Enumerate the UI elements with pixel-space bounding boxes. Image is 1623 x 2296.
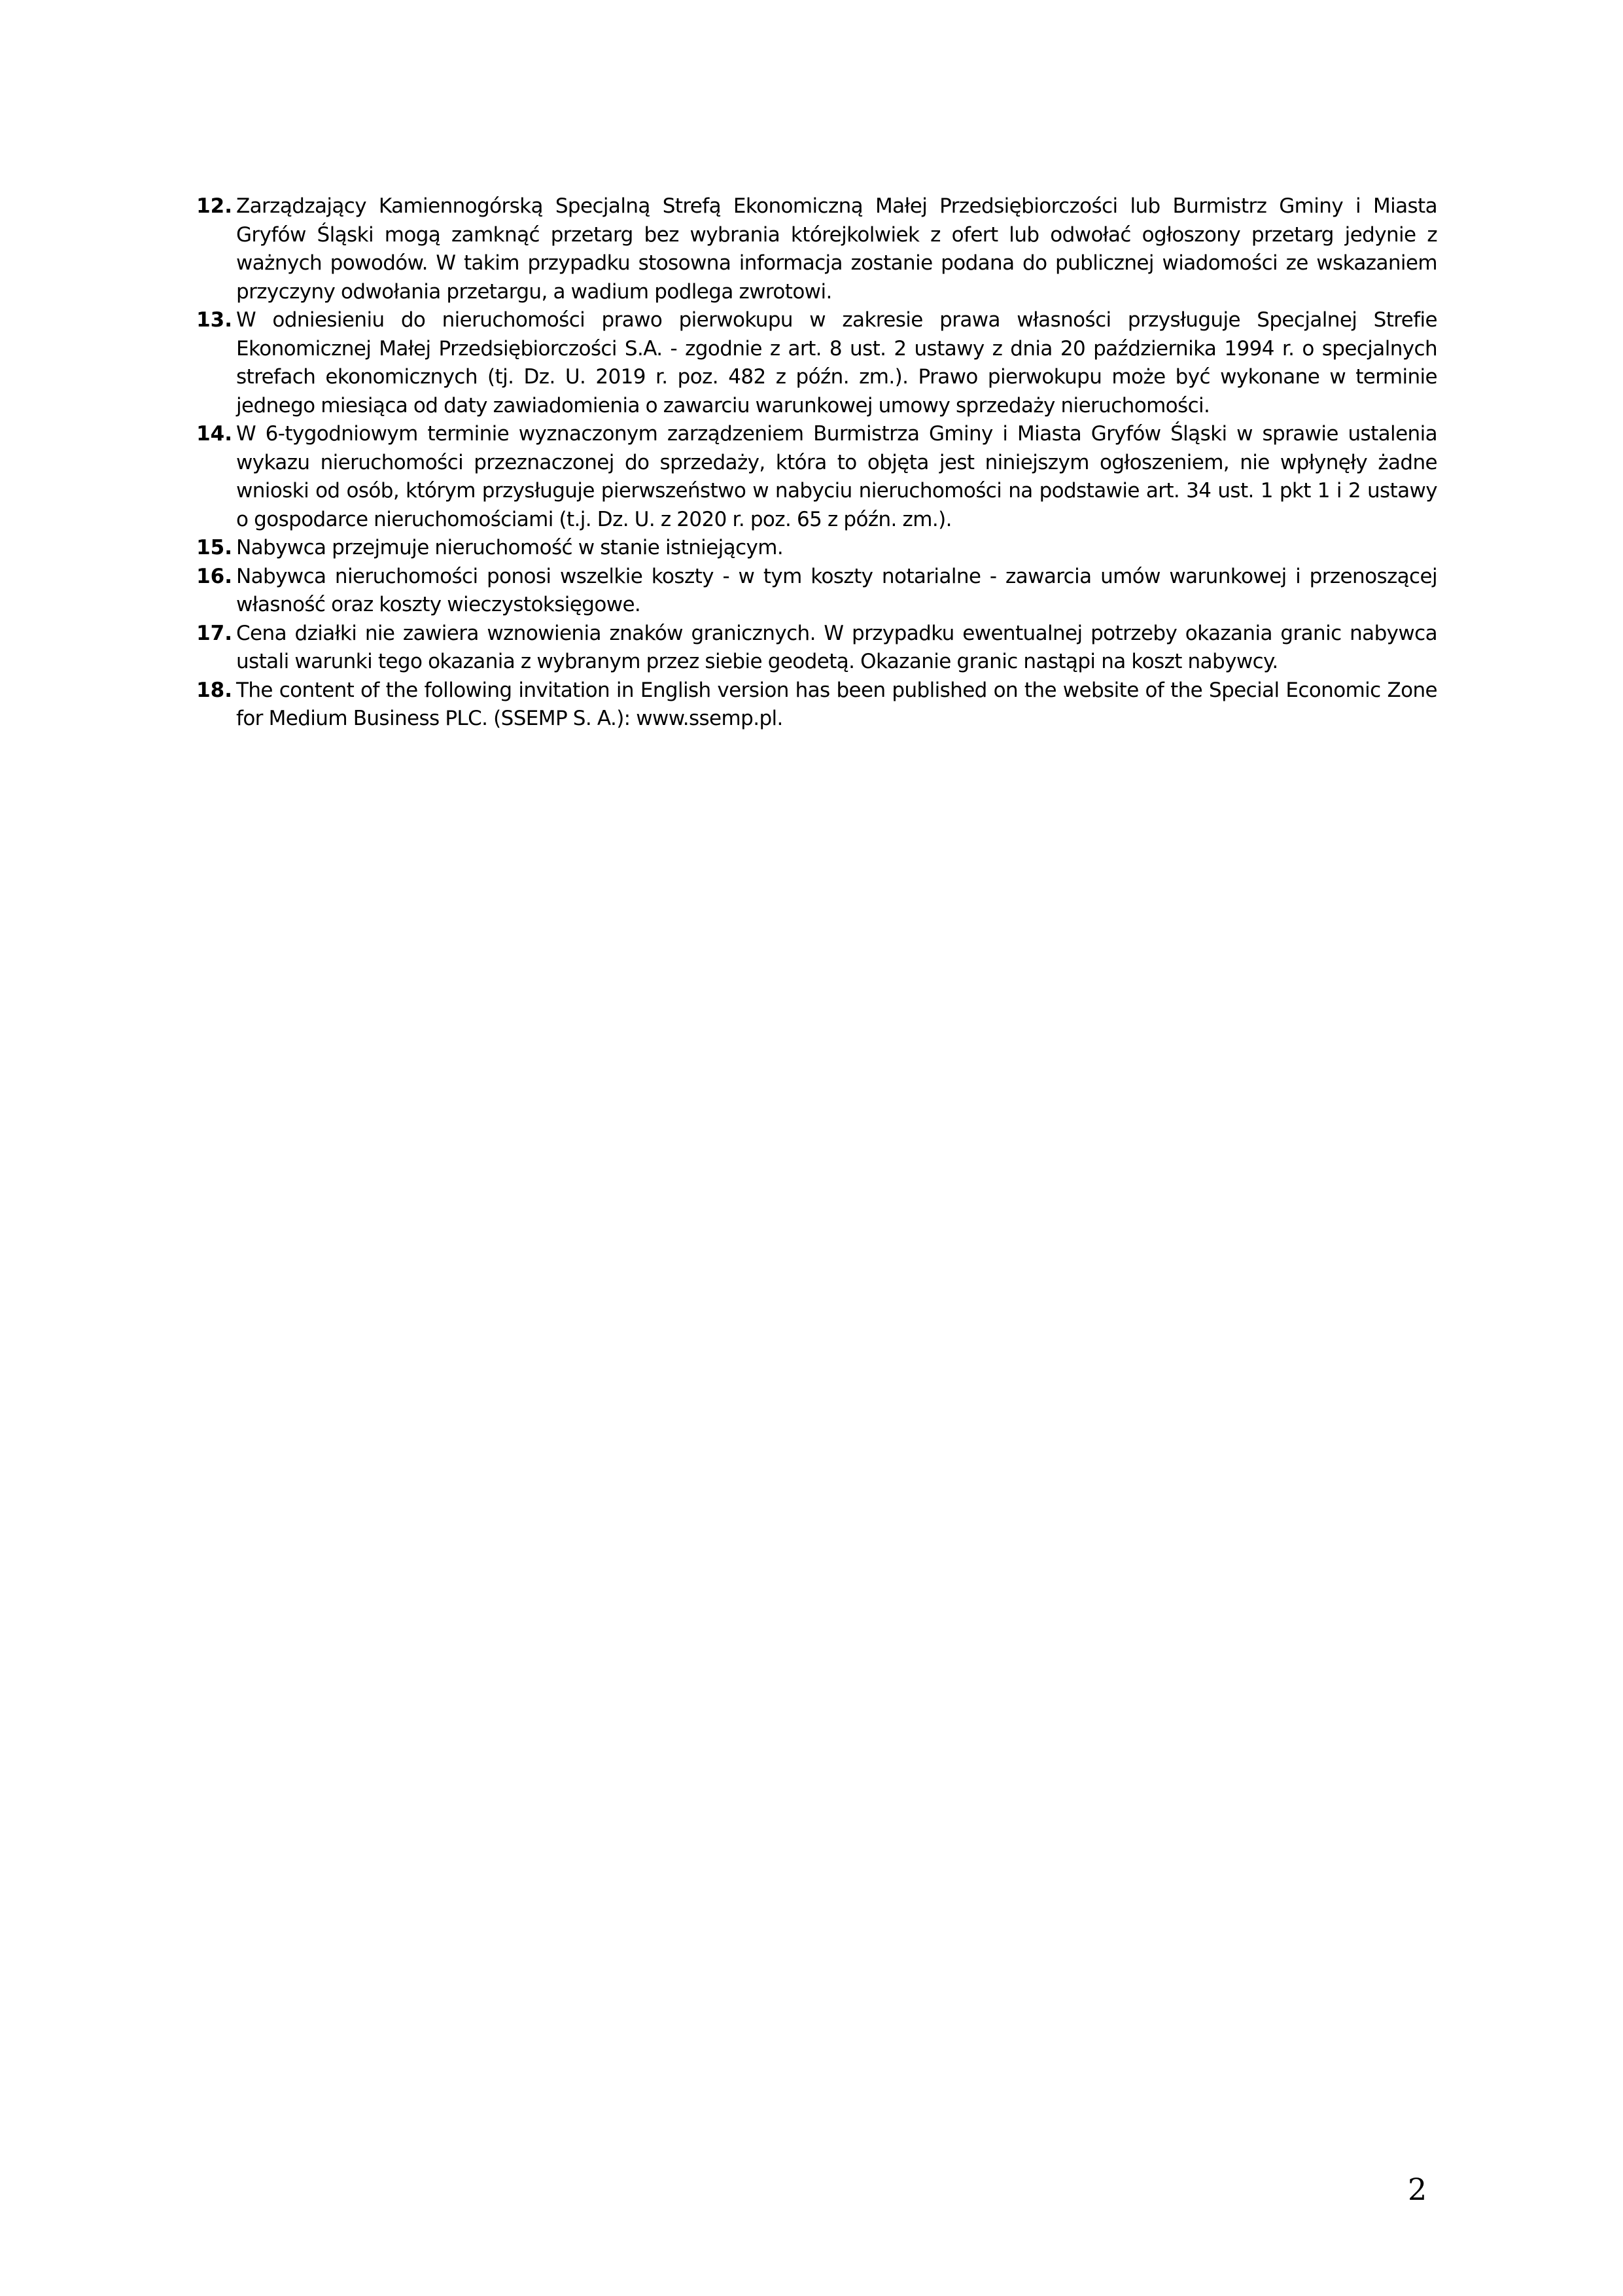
list-item [193,534,1437,563]
list-item [193,563,1437,620]
list-item-number: 13. [196,308,232,332]
list-item [193,306,1437,420]
list-item-number: 15. [196,536,232,559]
list-item-text: Zarządzający Kamiennogórską Specjalną Strefą Ekonomiczną Małej Przedsiębiorczości lub Burmistrz Gminy i Miasta Gryfów Śląski mogą zamknąć przetarg bez wybrania którejkolwiek z ofert lub odwołać ogłoszony przetarg jedynie z ważnych powodów. W takim przypadku stosowna informacja zostanie podana do publicznej wiadomości ze wskazaniem przyczyny odwołania przetargu, a wadium podlega zwrotowi. [236,194,1437,304]
list-item-text: W 6-tygodniowym terminie wyznaczonym zarządzeniem Burmistrza Gminy i Miasta Gryfów Śląski w sprawie ustalenia wykazu nieruchomości przeznaczonej do sprzedaży, która to objęta jest niniejszym ogłoszeniem, nie wpłynęły żadne wnioski od osób, którym przysługuje pierwszeństwo w nabyciu nieruchomości na podstawie art. 34 ust. 1 pkt 1 i 2 ustawy o gospodarce nieruchomościami (t.j. Dz. U. z 2020 r. poz. 65 z późn. zm.). [236,422,1437,531]
list-item-number: 16. [196,564,232,588]
list-item-text: Cena działki nie zawiera wznowienia znaków granicznych. W przypadku ewentualnej potrzeby okazania granic nabywca ustali warunki tego okazania z wybranym przez siebie geodetą. Okazanie granic nastąpi na koszt nabywcy. [236,621,1437,673]
numbered-list [193,192,1437,733]
list-item [193,420,1437,534]
list-item-text: W odniesieniu do nieruchomości prawo pierwokupu w zakresie prawa własności przysługuje Specjalnej Strefie Ekonomicznej Małej Przedsiębiorczości S.A. - zgodnie z art. 8 ust. 2 ustawy z dnia 20 października 1994 r. o specjalnych strefach ekonomicznych (tj. Dz. U. 2019 r. poz. 482 z późn. zm.). Prawo pierwokupu może być wykonane w terminie jednego miesiąca od daty zawiadomienia o zawarciu warunkowej umowy sprzedaży nieruchomości. [236,308,1437,417]
list-item [193,620,1437,677]
page-number: 2 [1408,2172,1427,2207]
list-item-text: The content of the following invitation in English version has been published on the website of the Special Economic Zone for Medium Business PLC. (SSEMP S. A.): www.ssemp.pl. [236,678,1437,730]
list-item-number: 12. [196,194,232,218]
list-item-number: 18. [196,678,232,702]
list-item [193,677,1437,733]
list-item-text: Nabywca przejmuje nieruchomość w stanie istniejącym. [236,536,784,559]
list-item-number: 17. [196,621,232,645]
list-item [193,192,1437,306]
list-item-number: 14. [196,422,232,446]
list-item-text: Nabywca nieruchomości ponosi wszelkie koszty - w tym koszty notarialne - zawarcia umów warunkowej i przenoszącej własność oraz koszty wieczystoksięgowe. [236,564,1437,616]
